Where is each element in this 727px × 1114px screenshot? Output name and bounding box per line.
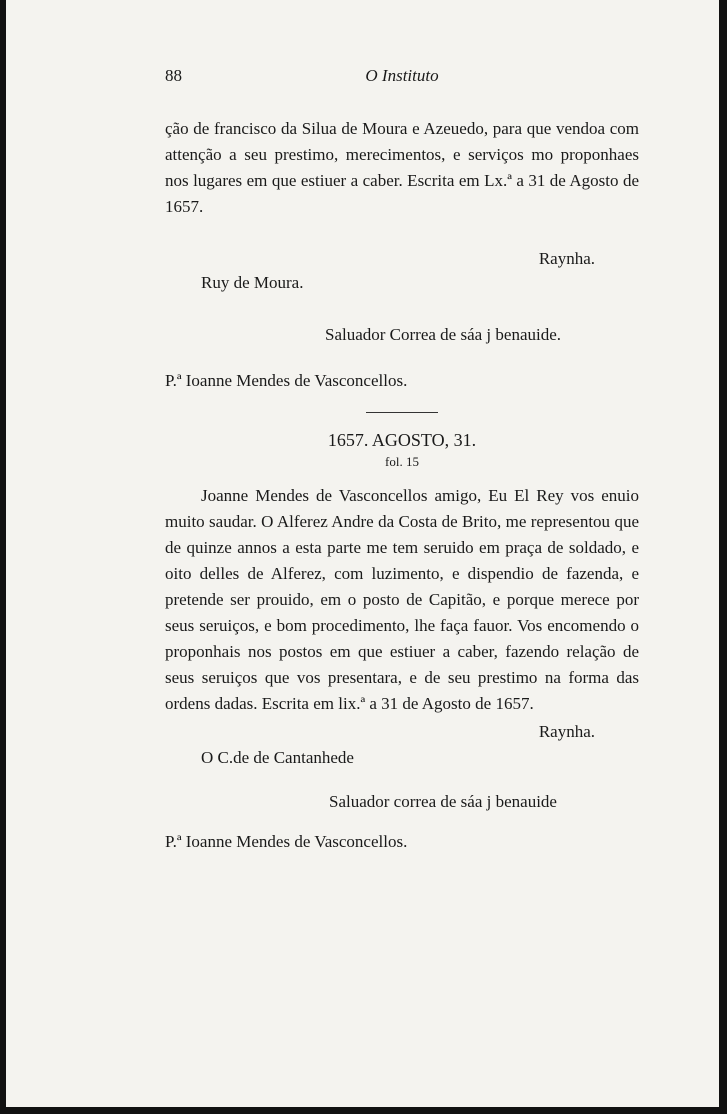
- scan-border-left: [0, 0, 6, 1114]
- entry2-body: Joanne Mendes de Vasconcellos amigo, Eu El Rey vos enuio muito saudar. O Alferez Andre da Costa de Brito, me representou que de quinze annos a esta parte me tem seruido em praça de soldado, e oito delles de Alferez, com luzimento, e dispendio de fazenda, e pretende ser prouido, em o posto de Capitão, e porque merece por seus seruiços, e bom procedimento, lhe faça fauor. Vos encomendo o proponhais nos postos em que estiuer a caber, fazendo relação de seus seruiços que vos presentara, e de seu prestimo na forma das ordens dadas. Escrita em lix.ª a 31 de Agosto de 1657.: [165, 486, 639, 713]
- letter1-addressee: P.ª Ioanne Mendes de Vasconcellos.: [165, 371, 408, 390]
- letter1-signature-saluador: Saluador Correa de sáa j benauide.: [325, 325, 562, 344]
- letter1-body: ção de francisco da Silua de Moura e Azeuedo, para que vendoa com attenção a seu prestimo, merecimentos, e serviços mo proponhaes nos lugares em que estiuer a caber. Escrita em Lx.ª a 31 de Agosto de 1657.: [165, 119, 639, 216]
- scan-border-bottom: [0, 1107, 727, 1114]
- letter1-signature-ruy: Ruy de Moura.: [201, 273, 304, 292]
- page-number: 88: [165, 66, 182, 85]
- entry2-signature-count: O C.de de Cantanhede: [201, 748, 354, 767]
- entry2-signature-saluador: Saluador correa de sáa j benauide: [329, 792, 557, 811]
- book-page: [165, 66, 639, 855]
- letter1-signature-queen: Raynha.: [538, 249, 595, 268]
- entry2-addressee: P.ª Ioanne Mendes de Vasconcellos.: [165, 832, 408, 851]
- entry2-signature-queen: Raynha.: [538, 722, 595, 741]
- scan-border-right: [719, 0, 727, 1114]
- entry2-date-heading: 1657. AGOSTO, 31.: [327, 430, 477, 450]
- running-head: [165, 66, 639, 94]
- entry2-folio: fol. 15: [385, 454, 419, 469]
- journal-title: O Instituto: [365, 66, 439, 85]
